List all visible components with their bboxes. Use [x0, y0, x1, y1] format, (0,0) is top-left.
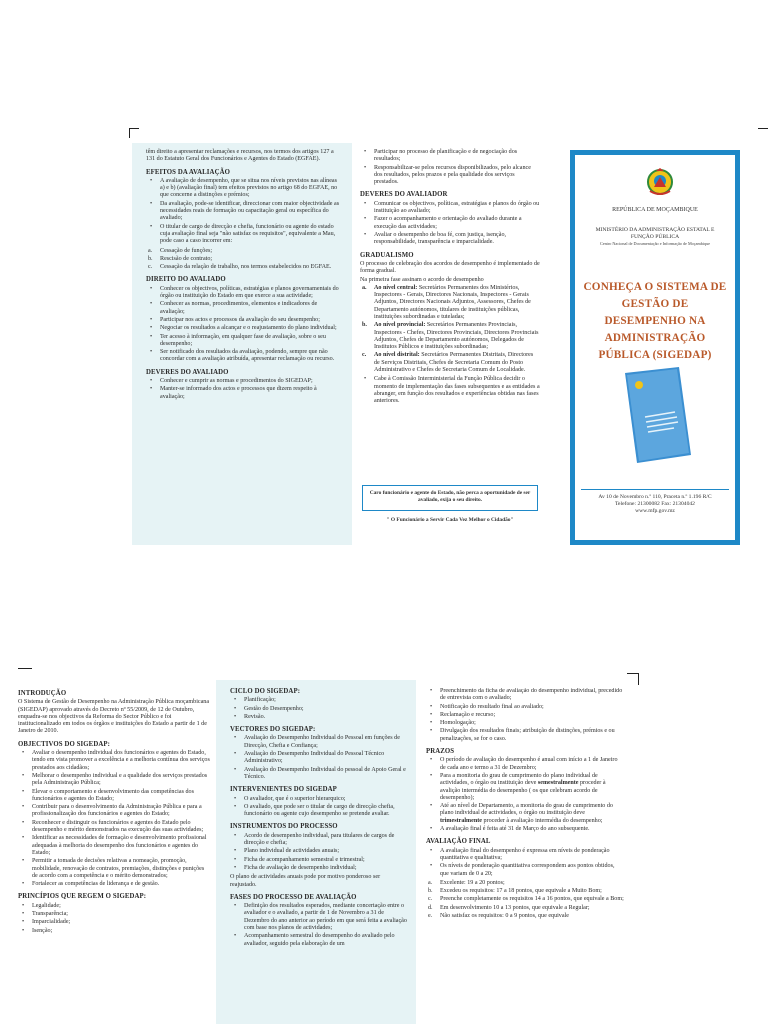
list-item: • Reconhecer e distinguir os funcionários e agentes do Estado pelo desempenho e mérito demonstrados na execução das suas actividades;: [32, 820, 210, 835]
objectivos-list: [18, 750, 210, 888]
gradualismo-list: [360, 376, 540, 405]
crop-mark: [129, 128, 130, 138]
list-item: • Participar no processo de planificação e de negociação dos resultados;: [374, 149, 540, 164]
list-item: • Cabe à Comissão Interministerial da Função Pública decidir o momento de implementação das fases subsequentes e as entidades a abranger, em função dos resultados e experiências obtidas nas fases anteriores.: [374, 376, 540, 405]
list-item: • Fortalecer as competências de liderança e de gestão.: [32, 881, 210, 888]
list-item: • Melhorar o desempenho individual e a qualidade dos serviços prestados pela Administração Pública;: [32, 773, 210, 788]
instrumentos-list: [230, 833, 408, 872]
list-item: • Manter-se informado dos actos e processos que dizem respeito à avaliação;: [160, 386, 340, 401]
list-item: • Elevar o comportamento e desenvolvimento das competências dos funcionários e agentes do Estado;: [32, 789, 210, 804]
list-item: • Acompanhamento semestral do desempenho do avaliado pelo avaliador, seguido pela elaboração de um: [244, 933, 408, 948]
deveres-cont-list: [360, 149, 540, 186]
section-heading: DEVERES DO AVALIADOR: [360, 191, 448, 199]
list-item: • Definição dos resultados esperados, mediante concertação entre o avaliador e o avaliado, a partir de 1 de Novembro a 31 de Dezembro do ano anterior ao período em que será feita a avaliação com base nos planos de actividades;: [244, 903, 408, 932]
vectores-list: [230, 735, 408, 781]
section-heading: DIREITO DO AVALIADO: [146, 276, 226, 284]
section-heading: INSTRUMENTOS DO PROCESSO: [230, 823, 338, 831]
intervenientes-list: [230, 796, 408, 819]
list-item: • Identificar as necessidades de formação e desenvolvimento profissional adequadas à melhoria do desempenho dos funcionários e agentes do Estado;: [32, 835, 210, 857]
section-heading: PRINCÍPIOS QUE REGEM O SIGEDAP:: [18, 893, 147, 901]
list-item: • Conhecer e cumprir as normas e procedimentos do SIGEDAP;: [160, 378, 340, 385]
gradualismo-levels: [360, 285, 540, 375]
list-item: a. Ao nível central: Secretários Permanentes dos Ministérios, Inspectores - Gerais, Directores Nacionais, Inspectores - Gerais Adjuntos, Directores Nacionais Adjuntos, Assessores, Chefes de Departamento autónomos, titulares de instituições públicas, instituições subordinadas e tuteladas;: [362, 284, 531, 320]
list-item: • Transparência;: [32, 911, 210, 918]
website-link[interactable]: www.mfp.gov.mz: [635, 508, 675, 515]
section-heading: AVALIAÇÃO FINAL: [426, 838, 491, 846]
list-item: • Fazer o acompanhamento e orientação do avaliado durante a execução das actividades;: [374, 216, 540, 231]
list-item: • Avaliar o desempenho de boa fé, com justiça, isenção, responsabilidade, transparência e imparcialidade.: [374, 232, 540, 247]
section-heading: EFEITOS DA AVALIAÇÃO: [146, 168, 230, 176]
principios-list: [18, 903, 210, 935]
list-item: • O avaliador, que é o superior hierarquico;: [244, 796, 408, 803]
list-item: • Da avaliação, pode-se identificar, direccionar com maior objectividade as necessidades reais de formação ou capacitação geral ou específica do avaliado;: [160, 201, 340, 223]
avaliacao-final-list: [426, 848, 624, 878]
section-heading: CICLO DO SIGEDAP:: [230, 688, 301, 695]
deveres-avaliador-list: [360, 201, 540, 247]
list-item: • Planificação;: [244, 697, 408, 704]
list-item: • Responsabilizar-se pelos recursos disponibilizados, pelo alcance dos resultados, pelos prazos e pela qualidade dos serviços prestados.: [374, 165, 540, 187]
cover-contact: [581, 489, 729, 516]
list-item: b. Ao nível provincial: Secretários Permanentes Provinciais, Inspectores - Chefes, Directores Provinciais, Directores Provinciais Adjuntos, Chefes de Departamento autónomos, Delegados de Institutos Públicos e instituições subordinadas;: [362, 322, 539, 351]
list-item: • O avaliado, que pode ser o titular de cargo de direcção chefia, funcionário ou agente cujo desempenho se pretende avaliar.: [244, 804, 408, 819]
ciclo-list: [230, 697, 408, 721]
booklet-image-icon: [619, 365, 697, 465]
section-heading: GRADUALISMO: [360, 251, 414, 259]
crop-mark: [638, 673, 639, 685]
panel-deadlines-final: [426, 688, 624, 1024]
list-item: • Avaliação do Desempenho Individual do Pessoal Técnico Administrativo;: [244, 751, 408, 766]
mozambique-emblem-icon: [645, 167, 675, 197]
address-text: Av 10 de Novembro n.º 110, Praceta n.º 1.196 R/C: [598, 494, 712, 500]
motto-text: " O Funcionário a Servir Cada Vez Melhor o Cidadão": [386, 517, 514, 523]
list-item: c. Preenche completamente os requisitos 14 a 16 pontos, que equivale a Bom;: [428, 896, 624, 903]
callout-box: Caro funcionário e agente do Estado, não perca a oportunidade de ser avaliado, exija o seu direito.: [362, 485, 538, 511]
list-item: • Permitir a tomada de decisões relativas a nomeação, promoção, mobilidade, renovação de contratos, premiações, distinções e punições de acordo com a competência e o mérito demonstrados;: [32, 858, 210, 880]
fases-cont-list: [426, 688, 624, 743]
prazos-list: [426, 757, 624, 833]
list-item: • O período de avaliação do desempenho é anual com início a 1 de Janeiro de cada ano e termo a 31 de Dezembro;: [440, 757, 624, 772]
cover-panel: [570, 150, 740, 545]
list-item: • Acordo de desempenho individual, para titulares de cargos de direcção e chefia;: [244, 833, 408, 848]
list-item: b. Excedeu os requisitos: 17 a 18 pontos, que equivale a Muito Bom;: [428, 888, 602, 895]
list-item: • Até ao nível de Departamento, a monitoria do grau de cumprimento do plano individual de actividades, o órgão ou instituição deve trimestralmente proceder à avaliação intermédia do desempenho;: [440, 803, 624, 825]
section-heading: FASES DO PROCESSO DE AVALIAÇÃO: [230, 893, 357, 901]
avaliacao-levels: [426, 880, 624, 920]
section-heading: INTERVENIENTES DO SIGEDAP: [230, 786, 337, 794]
cover-title: CONHEÇA O SISTEMA DE GESTÃO DE DESEMPENHO NA ADMINISTRAÇÃO PÚBLICA (SIGEDAP): [583, 281, 727, 361]
list-item: a. Excelente: 19 a 20 pontos;: [428, 879, 505, 886]
list-item: • Gestão do Desempenho;: [244, 706, 408, 713]
list-item: • Conhecer os objectivos, políticas, estratégias e planos governamentais do órgão ou instituição do Estado em que exerce a sua actividade;: [160, 286, 340, 301]
panel-rights-effects: [132, 143, 352, 545]
list-item: • Ficha de avaliação de desempenho individual;: [244, 865, 408, 872]
crop-mark: [758, 128, 768, 129]
list-item: • Ser notificado dos resultados da avaliação, podendo, sempre que não concordar com a avaliação atribuída, apresentar reclamação ou recurso.: [160, 349, 340, 364]
centro-name: Centro Nacional de Documentação e Informação de Moçambique: [599, 241, 711, 246]
list-item: • Avaliar o desempenho individual dos funcionários e agentes do Estado, tendo em vista promover a excelência e a melhoria contínua dos serviços prestados aos cidadãos;: [32, 750, 210, 772]
section-heading: PRAZOS: [426, 748, 455, 756]
crop-mark: [18, 668, 32, 669]
list-item: • Preenchimento da ficha de avaliação do desempenho individual, precedido de entrevista com o avaliado;: [440, 688, 624, 703]
intro-text: têm direito a apresentar reclamações e recursos, nos termos dos artigos 127 a 131 do Estatuto Geral dos Funcionários e Agentes do Estado (EGFAE).: [146, 149, 334, 163]
list-item: d. Em desenvolvimento 10 a 13 pontos, que equivale a Regular;: [428, 904, 590, 911]
panel-evaluator-gradualism: [358, 143, 542, 483]
section-heading: OBJECTIVOS DO SIGEDAP:: [18, 740, 110, 748]
list-item: • Imparcialidade;: [32, 919, 210, 926]
list-item: • Participar nos actos e processos da avaliação do seu desempenho;: [160, 317, 340, 324]
fases-list: [230, 903, 408, 948]
list-item: • Legalidade;: [32, 903, 210, 910]
republic-name: REPÚBLICA DE MOÇAMBIQUE: [612, 207, 698, 213]
list-item: • Notificação do resultado final ao avaliado;: [440, 704, 624, 711]
list-item: e. Não satisfaz os requisitos: 0 a 9 pontos, que equivale: [428, 913, 569, 920]
list-item: a. Cessação de funções;: [148, 247, 213, 254]
list-item: • Isenção;: [32, 928, 210, 935]
list-item: • Comunicar os objectivos, políticas, estratégias e planos do órgão ou instituição ao avaliado;: [374, 201, 540, 216]
list-item: c. Ao nível distrital: Secretários Permanentes Distritais, Directores de Serviços Distritais, Chefes de Secretaria Comum do Posto Administrativo e Chefes de Secretaria Comum de Localidade.: [362, 352, 534, 374]
instrumentos-note: O plano de actividades anuais pode por motivo ponderoso ser reajustado.: [230, 874, 381, 888]
panel-cycle-process: [216, 680, 416, 1024]
intro-text: O Sistema de Gestão de Desempenho na Administração Pública moçambicana (SIGEDAP) aprovado através do Decreto nº 55/2009, de 12 de Outubro, enquadra-se nos objectivos da Reforma do Sector Público e foi institucionalizado em todos os órgãos e instituições do Estado a partir de 1 de Janeiro de 2010.: [18, 699, 210, 735]
list-item: • Conhecer as normas, procedimentos, elementos e indicadores de avaliação;: [160, 301, 340, 316]
list-item: • Avaliação do Desempenho Individual do pessoal de Apoio Geral e Técnico.: [244, 767, 408, 782]
list-item: • Revisão.: [244, 714, 408, 721]
panel-introduction: [18, 688, 210, 1024]
list-item: • Homologação;: [440, 720, 624, 727]
section-heading: DEVERES DO AVALIADO: [146, 368, 229, 376]
direito-list: [146, 286, 340, 364]
list-item: • Avaliação do Desempenho Individual do Pessoal em funções de Direcção, Chefia e Confiança;: [244, 735, 408, 750]
phone-text: Telefone: 21300082 Fax: 21304042: [615, 501, 695, 508]
efeitos-sublist: [146, 248, 340, 272]
list-item: • Divulgação dos resultados finais; atribuição de distinções, prémios e ou penalizações, se for o caso.: [440, 728, 624, 743]
efeitos-list: [146, 178, 340, 246]
gradualismo-text: O processo de celebração dos acordos de desempenho é implementado de forma gradual.: [360, 260, 540, 275]
list-item: c. Cessação da relação de trabalho, nos termos estabelecidos no EGFAE.: [148, 264, 332, 271]
list-item: • Ter acesso à informação, em qualquer fase de avaliação, sobre o seu desempenho;: [160, 334, 340, 349]
list-item: • A avaliação final do desempenho é expressa em níveis de ponderação quantitativa e qualitativa;: [440, 848, 624, 863]
deveres-avaliado-list: [146, 378, 340, 401]
list-item: • Para a monitoria do grau de cumprimento do plano individual de actividades, o órgão ou instituição deve semestralmente proceder à avalição intermédia do desempenho ( os que celebram acordo de desempenho);: [440, 773, 624, 802]
list-item: • Ficha de acompanhamento semestral e trimestral;: [244, 857, 408, 864]
ministry-name: MINISTÉRIO DA ADMINISTRAÇÃO ESTATAL E FUNÇÃO PÚBLICA: [595, 227, 715, 240]
list-item: • Reclamação e recurso;: [440, 712, 624, 719]
list-item: • A avaliação de desempenho, que se situa nos níveis previstos nas alíneas a) e b) (avaliação final) tem efeitos previstos no artigo 68 do EGFAE, no que concerne a distinções e prémios;: [160, 178, 340, 200]
crop-mark: [129, 128, 139, 129]
list-item: • A avaliação final é feita até 31 de Março do ano subsequente.: [440, 826, 624, 833]
section-heading: INTRODUÇÃO: [18, 690, 67, 697]
list-item: b. Rescisão de contrato;: [148, 255, 213, 262]
list-item: • Negociar os resultados a alcançar e o reajustamento do plano individual;: [160, 325, 340, 332]
list-item: • O titular de cargo de direcção e chefia, funcionário ou agente do estado cuja avaliação final seja "não satisfaz os requisitos", equivalente a Mau, pode caso a caso incorrer em:: [160, 224, 340, 246]
list-item: • Plano individual de actividades anuais;: [244, 848, 408, 855]
list-item: • Contribuir para o desenvolvimento da Administração Pública e para a profissionalização dos funcionários e agentes do Estado;: [32, 804, 210, 819]
gradualismo-text: Na primeira fase assinam o acordo de desempenho: [360, 277, 484, 284]
section-heading: VECTORES DO SIGEDAP:: [230, 726, 316, 734]
list-item: • Os níveis de ponderação quantitativa correspondem aos pontos obtidos, que variam de 0 a 20;: [440, 863, 624, 878]
